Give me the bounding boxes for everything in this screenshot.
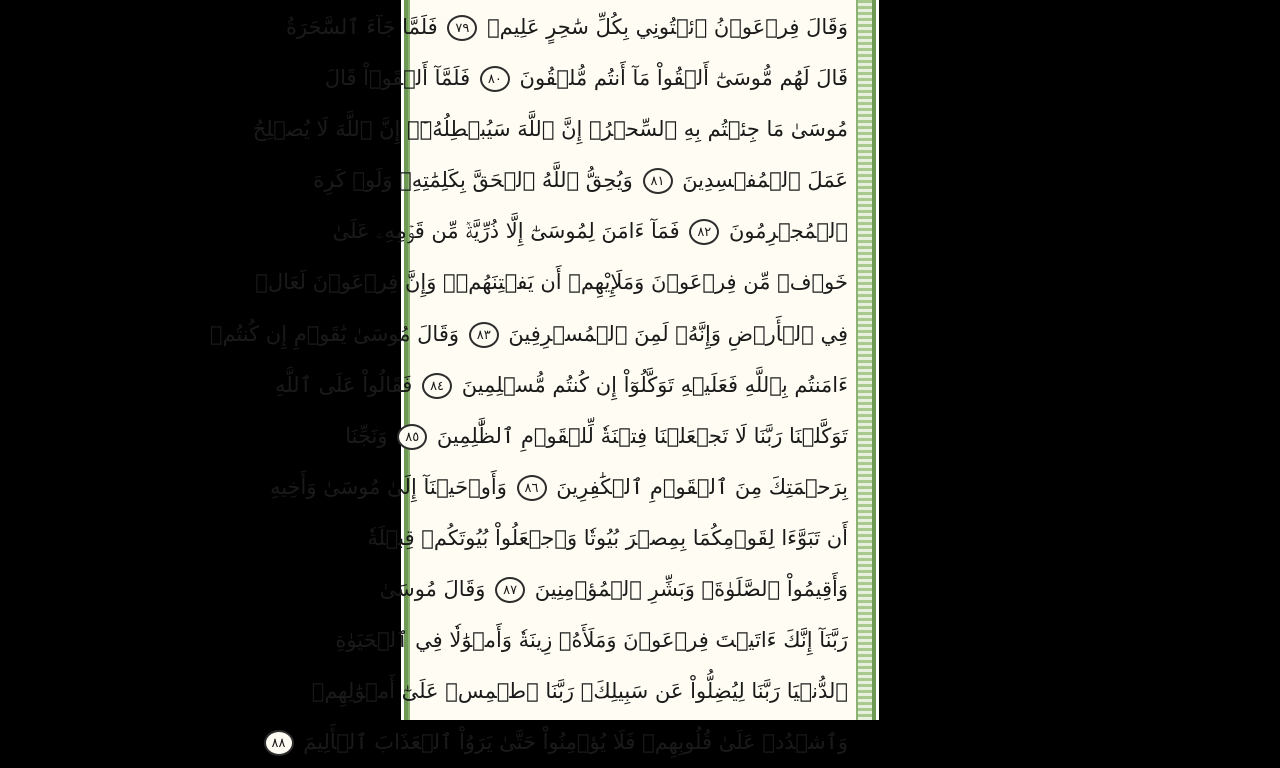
verse-text: بِرَحۡمَتِكَ مِنَ ٱلۡقَوۡمِ ٱلۡكَٰفِرِينَ: [556, 474, 848, 499]
verse-line: [269, 462, 848, 513]
verse-text: عَمَلَ ٱلۡمُفۡسِدِينَ: [682, 168, 848, 193]
verse-text: وَقَالَ فِرۡعَوۡنُ ٱئۡتُونِي بِكُلِّ سَٰحِرٍ عَلِيمٖ: [487, 15, 848, 39]
verse-line: [332, 206, 848, 257]
verse-line: [252, 104, 848, 155]
verse-line: [209, 309, 848, 360]
verse-text: مُوسَىٰ مَا جِئۡتُم بِهِ ٱلسِّحۡرُۖ إِنَّ ٱللَّهَ سَيُبۡطِلُهُۥٓۖ إِنَّ ٱللَّهَ لَا يُصۡلِحُ: [252, 117, 848, 142]
verse-line: [379, 564, 848, 615]
verse-line: [274, 360, 848, 411]
verse-lines: [209, 2, 848, 755]
verse-text: ءَامَنتُم بِٱللَّهِ فَعَلَيۡهِ تَوَكَّلُوٓاْ إِن كُنتُم مُّسۡلِمِينَ: [461, 372, 848, 397]
verse-text: أَن تَبَوَّءَا لِقَوۡمِكُمَا بِمِصۡرَ بُيُوتٗا وَٱجۡعَلُواْ بُيُوتَكُمۡ قِبۡلَةٗ: [367, 525, 848, 550]
verse-line: [285, 2, 848, 53]
verse-text: وَنَجِّنَا: [345, 423, 388, 448]
verse-line: [335, 615, 848, 666]
verse-text: فِي ٱلۡأَرۡضِ وَإِنَّهُۥ لَمِنَ ٱلۡمُسۡرِفِينَ: [508, 321, 848, 346]
verse-line: [324, 53, 848, 104]
verse-line: [345, 411, 848, 462]
ayah-number-marker: ٨٨: [264, 730, 294, 756]
verse-text: رَبَّنَآ إِنَّكَ ءَاتَيۡتَ فِرۡعَوۡنَ وَمَلَأَهُۥ زِينَةٗ وَأَمۡوَٰلٗا فِي ٱلۡحَيَوٰةِ: [335, 628, 848, 653]
verse-text: تَوَكَّلۡنَا رَبَّنَا لَا تَجۡعَلۡنَا فِتۡنَةٗ لِّلۡقَوۡمِ ٱلظَّٰلِمِينَ: [436, 423, 848, 448]
verse-text: ٱلۡمُجۡرِمُونَ: [728, 219, 848, 244]
ayah-number-marker: ٨٣: [469, 322, 499, 348]
verse-line: [271, 717, 848, 768]
verse-text: وَٱشۡدُدۡ عَلَىٰ قُلُوبِهِمۡ فَلَا يُؤۡمِنُواْ حَتَّىٰ يَرَوُاْ ٱلۡعَذَابَ ٱلۡأَلِيمَ: [303, 730, 848, 755]
mushaf-page: [209, 0, 879, 755]
ayah-number-marker: ٨٤: [422, 373, 452, 399]
verse-line: [313, 155, 848, 206]
ayah-number-marker: ٨٧: [495, 577, 525, 603]
verse-text: وَأَوۡحَيۡنَآ إِلَىٰ مُوسَىٰ وَأَخِيهِ: [269, 474, 507, 499]
verse-text: فَمَآ ءَامَنَ لِمُوسَىٰٓ إِلَّا ذُرِّيَّةٞ مِّن قَوۡمِهِۦ عَلَىٰ: [332, 219, 680, 244]
verse-line: [311, 666, 848, 717]
verse-text: فَلَمَّآ أَلۡقَوۡاْ قَالَ: [324, 66, 471, 91]
verse-text: خَوۡفٖ مِّن فِرۡعَوۡنَ وَمَلَإِيْهِمۡ أَن يَفۡتِنَهُمۡۚ وَإِنَّ فِرۡعَوۡنَ لَعَالٖ: [255, 270, 848, 295]
page-text-area: [209, 0, 858, 755]
verse-text: ٱلدُّنۡيَا رَبَّنَا لِيُضِلُّواْ عَن سَبِيلِكَۖ رَبَّنَا ٱطۡمِسۡ عَلَىٰٓ أَمۡوَٰلِهِمۡ: [311, 679, 848, 704]
verse-text: فَقَالُواْ عَلَى ٱللَّهِ: [274, 372, 413, 397]
verse-line: [367, 513, 848, 564]
ayah-number-marker: ٧٩: [447, 15, 477, 41]
verse-text: وَقَالَ مُوسَىٰ: [379, 577, 486, 602]
verse-text: وَقَالَ مُوسَىٰ يَٰقَوۡمِ إِن كُنتُمۡ: [209, 321, 460, 346]
verse-text: وَأَقِيمُواْ ٱلصَّلَوٰةَۗ وَبَشِّرِ ٱلۡمُؤۡمِنِينَ: [534, 577, 848, 602]
ayah-number-marker: ٨٦: [517, 475, 547, 501]
verse-text: وَيُحِقُّ ٱللَّهُ ٱلۡحَقَّ بِكَلِمَٰتِهِۦ وَلَوۡ كَرِهَ: [313, 168, 633, 193]
ayah-number-marker: ٨٥: [397, 424, 427, 450]
ayah-number-marker: ٨٠: [480, 66, 510, 92]
ayah-number-marker: ٨١: [643, 168, 673, 194]
verse-line: [255, 257, 848, 308]
ayah-number-marker: ٨٢: [689, 219, 719, 245]
verse-text: قَالَ لَهُم مُّوسَىٰٓ أَلۡقُواْ مَآ أَنتُم مُّلۡقُونَ: [519, 66, 848, 91]
verse-text: فَلَمَّا جَآءَ ٱلسَّحَرَةُ: [285, 15, 438, 39]
